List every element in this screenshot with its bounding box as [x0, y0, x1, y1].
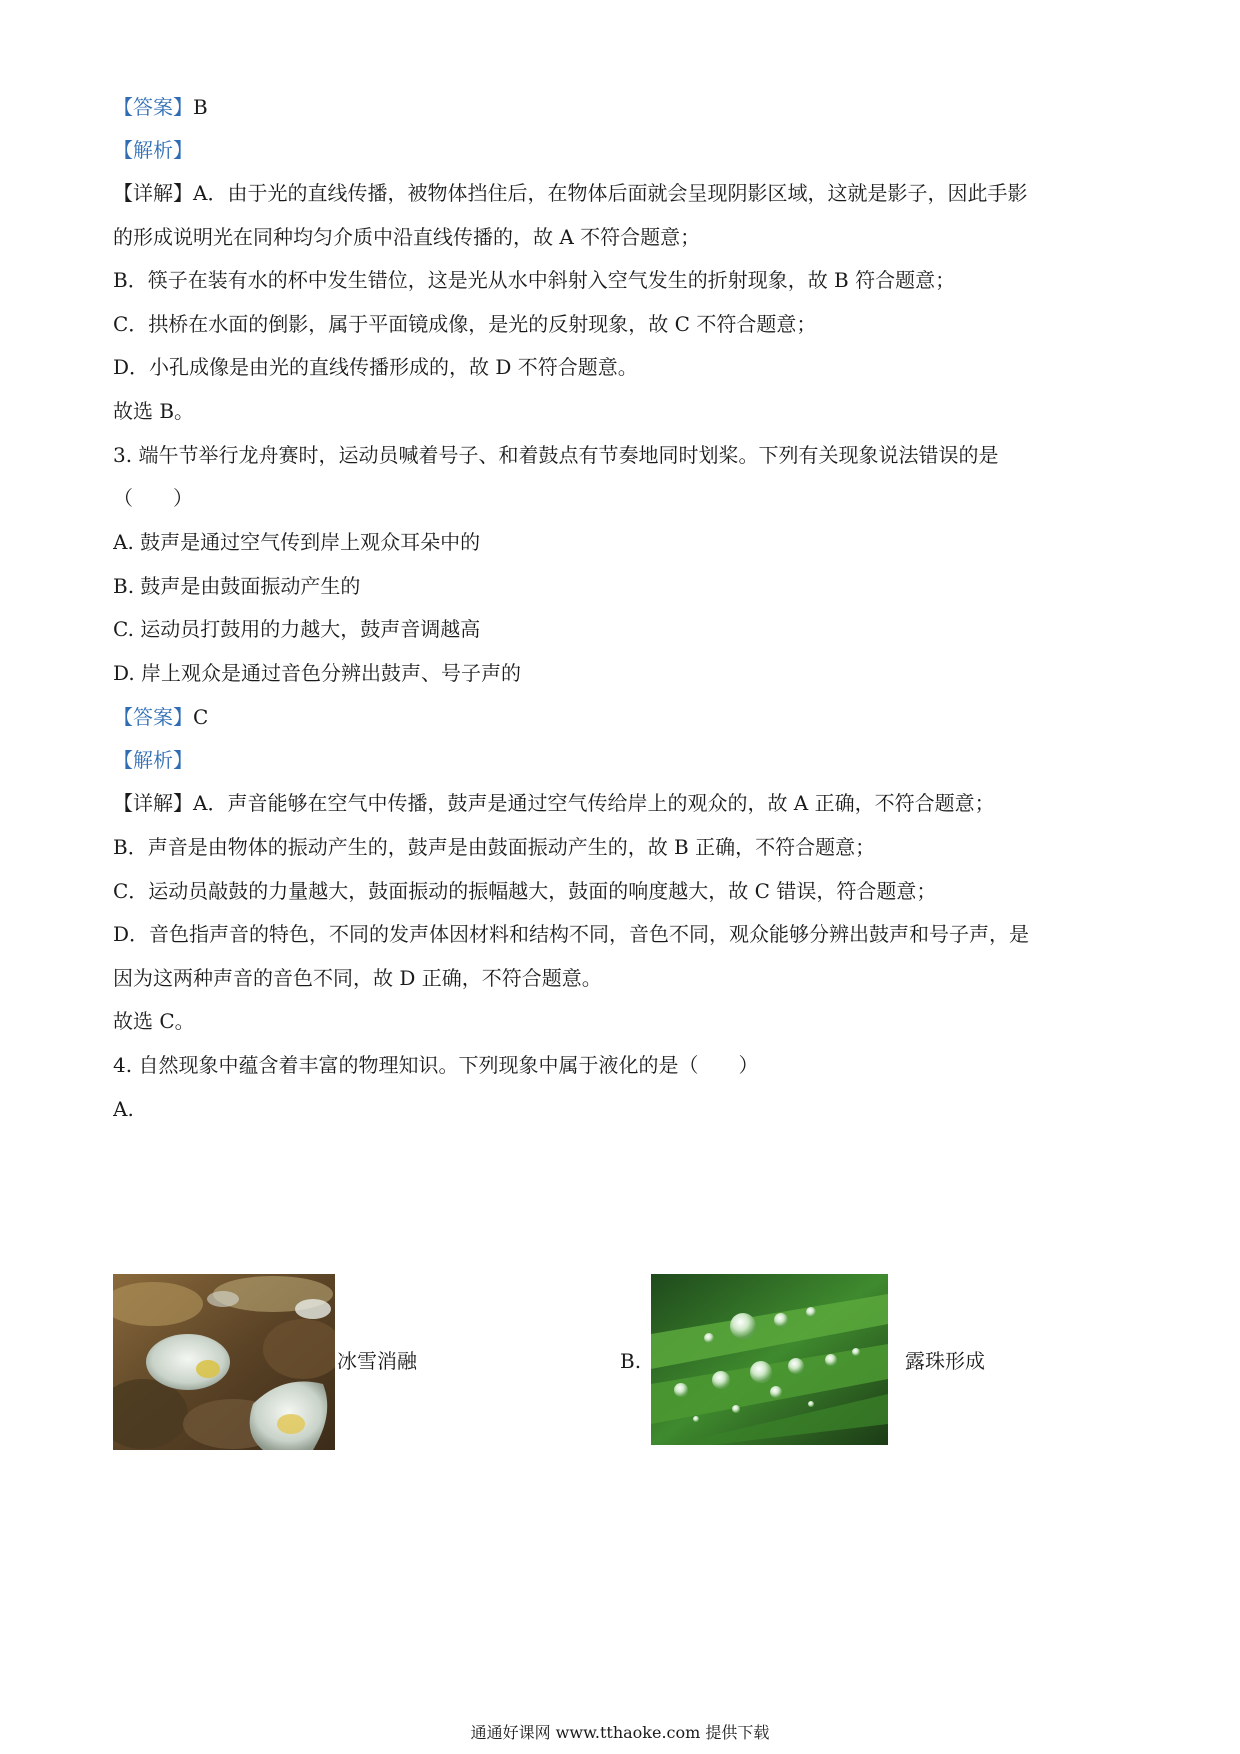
q3-analysis-tag: 【解析】	[113, 748, 193, 772]
q2-detail-b: B．筷子在装有水的杯中发生错位，这是光从水中斜射入空气发生的折射现象，故 B 符合题意；	[113, 268, 956, 292]
answer-tag: 【答案】	[113, 705, 193, 729]
q3-conclusion: 故选 C。	[113, 1009, 195, 1033]
detail-text: A．由于光的直线传播，被物体挡住后，在物体后面就会呈现阴影区域，这就是影子，因此手影	[193, 181, 1028, 205]
q4-option-b-label: B.	[620, 1349, 642, 1373]
q2-detail-a-line2: 的形成说明光在同种均匀介质中沿直线传播的，故 A 不符合题意；	[113, 225, 701, 249]
q3-detail-c: C．运动员敲鼓的力量越大，鼓面振动的振幅越大，鼓面的响度越大，故 C 错误，符合题意；	[113, 879, 937, 903]
q3-option-a: A. 鼓声是通过空气传到岸上观众耳朵中的	[113, 530, 481, 554]
q4-option-a-label: A.	[113, 1097, 134, 1121]
detail-text: A．声音能够在空气中传播，鼓声是通过空气传给岸上的观众的，故 A 正确，不符合题意；	[193, 791, 995, 815]
melting-ice-photo	[113, 1274, 335, 1450]
q4-stem: 4. 自然现象中蕴含着丰富的物理知识。下列现象中属于液化的是（ ）	[113, 1053, 759, 1077]
q3-option-d: D. 岸上观众是通过音色分辨出鼓声、号子声的	[113, 661, 522, 685]
q3-detail-b: B．声音是由物体的振动产生的，鼓声是由鼓面振动产生的，故 B 正确，不符合题意；	[113, 835, 876, 859]
q3-detail-d-line1: D．音色指声音的特色，不同的发声体因材料和结构不同，音色不同，观众能够分辨出鼓声和号子声，是	[113, 922, 1030, 946]
q3-detail-d-line2: 因为这两种声音的音色不同，故 D 正确，不符合题意。	[113, 966, 602, 990]
q2-detail-c: C．拱桥在水面的倒影，属于平面镜成像，是光的反射现象，故 C 不符合题意；	[113, 312, 817, 336]
detail-tag: 【详解】	[113, 181, 193, 205]
page-footer: 通通好课网 www.tthaoke.com 提供下载	[470, 1723, 770, 1742]
q4-option-b-caption: 露珠形成	[905, 1349, 985, 1373]
answer-tag: 【答案】	[113, 95, 193, 119]
q2-detail-a-line1	[113, 178, 1133, 208]
q3-option-c: C. 运动员打鼓用的力越大，鼓声音调越高	[113, 617, 481, 641]
q4-option-a-caption: 冰雪消融	[337, 1349, 417, 1373]
q2-conclusion: 故选 B。	[113, 399, 195, 423]
q3-answer-line	[113, 702, 1133, 732]
answer-value: B	[193, 95, 208, 119]
q3-detail-a	[113, 788, 1133, 818]
q2-analysis-tag: 【解析】	[113, 138, 193, 162]
q2-detail-d: D．小孔成像是由光的直线传播形成的，故 D 不符合题意。	[113, 355, 638, 379]
answer-value: C	[193, 705, 209, 729]
q3-option-b: B. 鼓声是由鼓面振动产生的	[113, 574, 361, 598]
q2-answer-line	[113, 92, 1133, 122]
q3-stem-line1: 3. 端午节举行龙舟赛时，运动员喊着号子、和着鼓点有节奏地同时划桨。下列有关现象说法错误的是	[113, 443, 999, 467]
q3-stem-line2: （ ）	[113, 486, 193, 510]
dew-drops-photo	[651, 1274, 888, 1445]
detail-tag: 【详解】	[113, 791, 193, 815]
